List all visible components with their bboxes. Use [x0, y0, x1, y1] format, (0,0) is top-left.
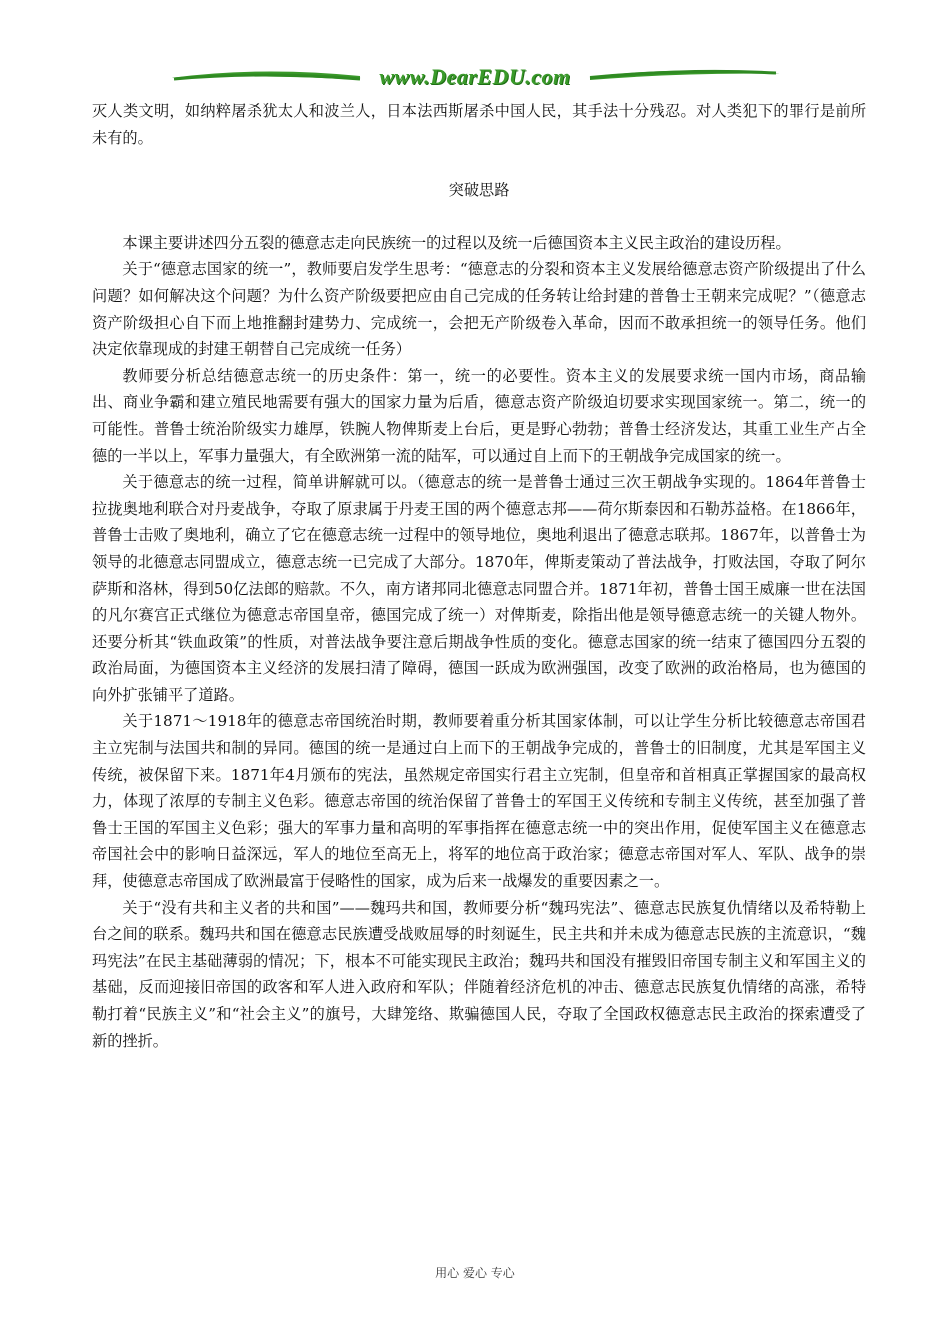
site-header-banner: [170, 62, 780, 92]
paragraph-6: 关于“没有共和主义者的共和国”——魏玛共和国，教师要分析“魏玛宪法”、德意志民族复仇情绪以及希特勒上台之间的联系。魏玛共和国在德意志民族遭受战败屈辱的时刻诞生，民主共和并未成为德意志民族的主流意识，“魏玛宪法”在民主基础薄弱的情况；下，根本不可能实现民主政治；魏玛共和国没有摧毁旧帝国专制主义和军国主义的基础，反而迎接旧帝国的政客和军人进入政府和军队；伴随着经济危机的冲击、德意志民族复仇情绪的高涨，希特勒打着“民族主义”和“社会主义”的旗号，大肆笼络、欺骗德国人民，夺取了全国政权德意志民主政治的探索遭受了新的挫折。: [92, 898, 866, 1050]
paragraph-1: 本课主要讲述四分五裂的德意志走向民族统一的过程以及统一后德国资本主义民主政治的建设历程。: [122, 233, 791, 252]
site-logo-text: www.DearEDU.com: [379, 64, 571, 89]
paragraph-2: 关于“德意志国家的统一”，教师要启发学生思考：“德意志的分裂和资本主义发展给德意志资产阶级提出了什么问题？如何解决这个问题？为什么资产阶级要把应由自己完成的任务转让给封建的普鲁士王朝来完成呢？”（德意志资产阶级担心自下而上地推翻封建势力、完成统一，会把无产阶级卷入革命，因而不敢承担统一的领导任务。他们决定依靠现成的封建王朝替自己完成统一任务）: [92, 260, 866, 359]
intro-paragraph: 灭人类文明，如纳粹屠杀犹太人和波兰人，日本法西斯屠杀中国人民，其手法十分残忍。对人类犯下的罪行是前所未有的。: [92, 102, 866, 147]
section-title: 突破思路: [448, 181, 510, 200]
paragraph-4: 关于德意志的统一过程，简单讲解就可以。（德意志的统一是普鲁士通过三次王朝战争实现的。1864年普鲁士拉拢奥地利联合对丹麦战争，夺取了原隶属于丹麦王国的两个德意志邦——荷尔斯泰因和石勒苏益格。在1866年，普鲁士击败了奥地利，确立了它在德意志统一过程中的领导地位，奥地利退出了德意志联邦。1867年，以普鲁士为领导的北德意志同盟成立，德意志统一已完成了大部分。1870年，俾斯麦策动了普法战争，打败法国，夺取了阿尔萨斯和洛林，得到50亿法郎的赔款。不久，南方诸邦同北德意志同盟合并。1871年初，普鲁士国王威廉一世在法国的凡尔赛宫正式继位为德意志帝国皇帝，德国完成了统一）对俾斯麦，除指出他是领导德意志统一的关键人物外。还要分析其“铁血政策”的性质，对普法战争要注意后期战争性质的变化。德意志国家的统一结束了德国四分五裂的政治局面，为德国资本主义经济的发展扫清了障碍，德国一跃成为欧洲强国，改变了欧洲的政治格局，也为德国的向外扩张铺平了道路。: [92, 473, 866, 704]
page-footer: 用心 爱心 专心: [435, 1266, 515, 1280]
document-body: [92, 98, 866, 1054]
paragraph-5: 关于1871～1918年的德意志帝国统治时期，教师要着重分析其国家体制，可以让学生分析比较德意志帝国君主立宪制与法国共和制的异同。德国的统一是通过白上而下的王朝战争完成的，普鲁士的旧制度，尤其是军国主义传统，被保留下来。1871年4月颁布的宪法，虽然规定帝国实行君主立宪制，但皇帝和首相真正掌握国家的最高权力，体现了浓厚的专制主义色彩。德意志帝国的统治保留了普鲁士的军国王义传统和专制主义传统，甚至加强了普鲁士王国的军国主义色彩；强大的军事力量和高明的军事指挥在德意志统一中的突出作用，促使军国主义在德意志帝国社会中的影响日益深远，军人的地位至高无上，将军的地位高于政治家；德意志帝国对军人、军队、战争的崇拜，使德意志帝国成了欧洲最富于侵略性的国家，成为后来一战爆发的重要因素之一。: [92, 712, 866, 891]
paragraph-3: 教师要分析总结德意志统一的历史条件：第一，统一的必要性。资本主义的发展要求统一国内市场，商品输出、商业争霸和建立殖民地需要有强大的国家力量为后盾，德意志资产阶级迫切要求实现国家统一。第二，统一的可能性。普鲁士统治阶级实力雄厚，铁腕人物俾斯麦上台后，更是野心勃勃；普鲁士经济发达，其重工业生产占全德的一半以上，军事力量强大，有全欧洲第一流的陆军，可以通过自上而下的王朝战争完成国家的统一。: [92, 366, 866, 465]
